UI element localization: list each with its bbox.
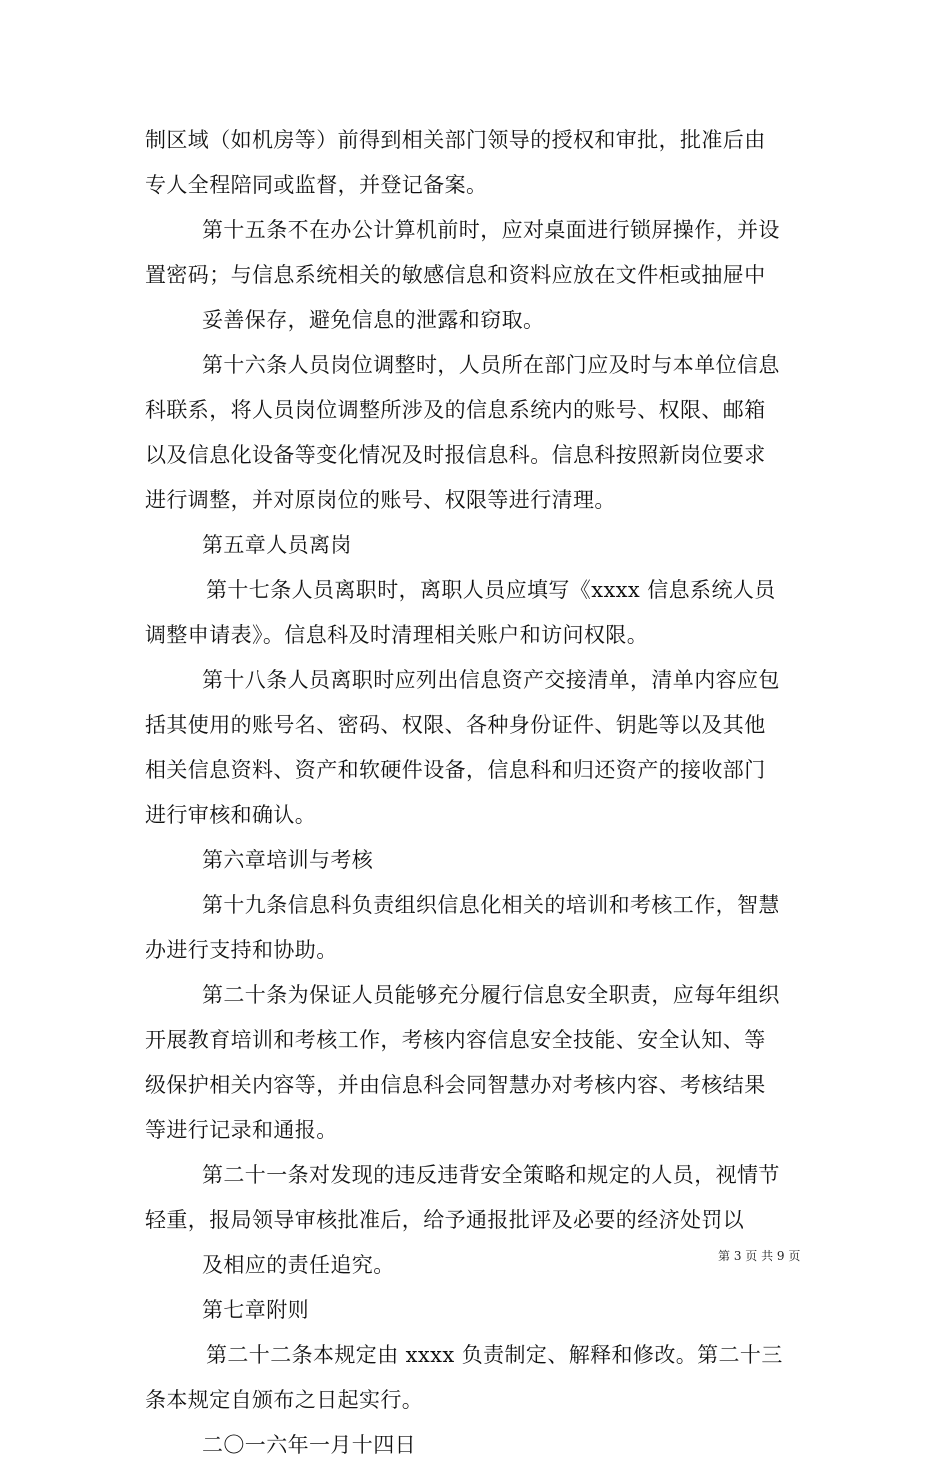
text-line: 等进行记录和通报。 xyxy=(145,1118,338,1142)
document-body xyxy=(145,118,810,1468)
text-line: 专人全程陪同或监督，并登记备案。 xyxy=(145,173,488,197)
page-number: 第 3 页 共 9 页 xyxy=(718,1249,801,1263)
article-15: 第十五条不在办公计算机前时，应对桌面进行锁屏操作，并设 xyxy=(202,218,780,242)
text-line: 制区域（如机房等）前得到相关部门领导的授权和审批，批准后由 xyxy=(145,128,766,152)
issue-date: 二〇一六年一月十四日 xyxy=(202,1433,416,1457)
text-line: 及相应的责任追究。 xyxy=(202,1253,395,1277)
article-22: 第二十二条本规定由 xxxx 负责制定、解释和修改。第二十三 xyxy=(206,1343,783,1367)
text-line: 进行审核和确认。 xyxy=(145,803,317,827)
article-18: 第十八条人员离职时应列出信息资产交接清单，清单内容应包 xyxy=(202,668,780,692)
text-line: 开展教育培训和考核工作，考核内容信息安全技能、安全认知、等 xyxy=(145,1028,766,1052)
article-20: 第二十条为保证人员能够充分履行信息安全职责，应每年组织 xyxy=(202,983,780,1007)
text-line: 相关信息资料、资产和软硬件设备，信息科和归还资产的接收部门 xyxy=(145,758,766,782)
article-17: 第十七条人员离职时，离职人员应填写《xxxx 信息系统人员 xyxy=(206,578,776,602)
chapter-6-heading: 第六章培训与考核 xyxy=(202,848,374,872)
text-line: 办进行支持和协助。 xyxy=(145,938,338,962)
text-line: 妥善保存，避免信息的泄露和窃取。 xyxy=(202,308,545,332)
text-line: 级保护相关内容等，并由信息科会同智慧办对考核内容、考核结果 xyxy=(145,1073,766,1097)
chapter-7-heading: 第七章附则 xyxy=(202,1298,309,1322)
article-16: 第十六条人员岗位调整时，人员所在部门应及时与本单位信息 xyxy=(202,353,780,377)
text-line: 进行调整，并对原岗位的账号、权限等进行清理。 xyxy=(145,488,616,512)
text-line: 条本规定自颁布之日起实行。 xyxy=(145,1388,424,1412)
article-19: 第十九条信息科负责组织信息化相关的培训和考核工作，智慧 xyxy=(202,893,780,917)
text-line: 括其使用的账号名、密码、权限、各种身份证件、钥匙等以及其他 xyxy=(145,713,766,737)
article-21: 第二十一条对发现的违反违背安全策略和规定的人员，视情节 xyxy=(202,1163,780,1187)
text-line: 以及信息化设备等变化情况及时报信息科。信息科按照新岗位要求 xyxy=(145,443,766,467)
text-line: 科联系，将人员岗位调整所涉及的信息系统内的账号、权限、邮箱 xyxy=(145,398,766,422)
text-line: 轻重，报局领导审核批准后，给予通报批评及必要的经济处罚以 xyxy=(145,1208,745,1232)
text-line: 置密码；与信息系统相关的敏感信息和资料应放在文件柜或抽屉中 xyxy=(145,263,766,287)
text-line: 调整申请表》。信息科及时清理相关账户和访问权限。 xyxy=(145,623,649,647)
chapter-5-heading: 第五章人员离岗 xyxy=(202,533,352,557)
